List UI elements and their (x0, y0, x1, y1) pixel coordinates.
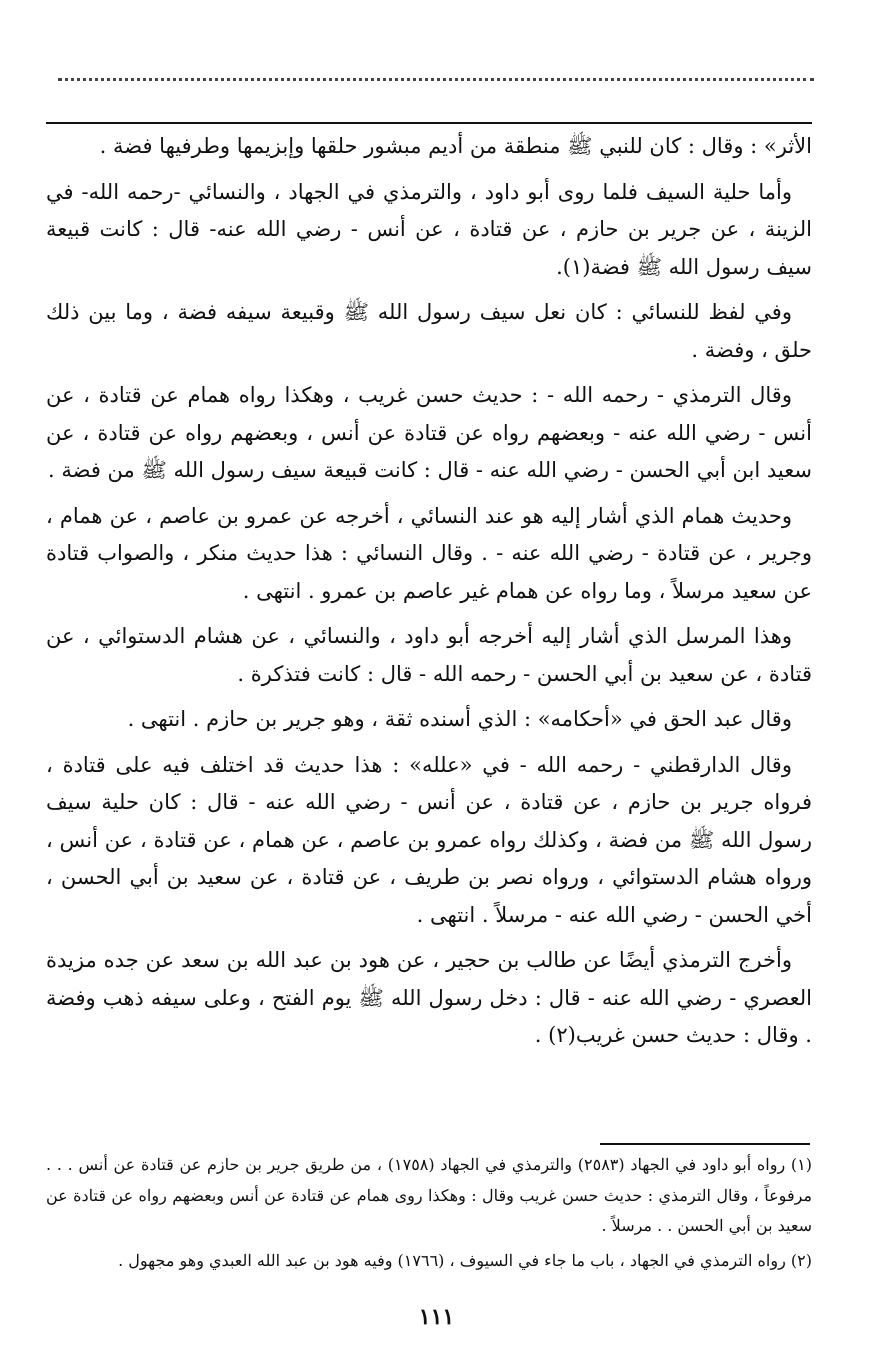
paragraph-3: وفي لفظ للنسائي : كان نعل سيف رسول الله ﷺ وقبيعة سيفه فضة ، وما بين ذلك حلق ، وفضة . (46, 300, 812, 362)
paragraph-7: وقال عبد الحق في «أحكامه» : الذي أسنده ثقة ، وهو جرير بن حازم . انتهى . (127, 707, 792, 731)
paragraph-8: وقال الدارقطني - رحمه الله - في «علله» : هذا حديث قد اختلف فيه على قتادة ، فرواه جرير بن حازم ، عن قتادة ، عن أنس - رضي الله عنه - قال : كان حلية سيف رسول الله ﷺ من فضة ، وكذلك رواه عمرو بن عاصم ، عن همام ، عن قتادة ، عن أنس ، ورواه هشام الدستوائي ، ورواه نصر بن طريف ، عن قتادة ، عن سعيد بن أبي الحسن ، أخي الحسن - رضي الله عنه - مرسلاً . انتهى . (46, 752, 812, 927)
paragraph-2: وأما حلية السيف فلما روى أبو داود ، والترمذي في الجهاد ، والنسائي -رحمه الله- في الزينة ، عن جرير بن حازم ، عن قتادة ، عن أنس - رضي الله عنه- قال : كانت قبيعة سيف رسول الله ﷺ فضة(١). (46, 179, 812, 279)
footnote-rule (600, 1143, 810, 1145)
page-number: ١١١ (418, 1304, 455, 1330)
paragraph-1: الأثر» : وقال : كان للنبي ﷺ منطقة من أديم مبشور حلقها وإبزيمها وطرفيها فضة . (99, 134, 812, 158)
paragraph-4: وقال الترمذي - رحمه الله - : حديث حسن غريب ، وهكذا رواه همام عن قتادة ، عن أنس - رضي الله عنه - وبعضهم رواه عن قتادة عن أنس ، وبعضهم رواه عن قتادة ، عن سعيد ابن أبي الحسن - رضي الله عنه - قال : كانت قبيعة سيف رسول الله ﷺ من فضة . (46, 383, 812, 482)
paragraph-9: وأخرج الترمذي أيضًا عن طالب بن حجير ، عن هود بن عبد الله بن سعد عن جده مزيدة العصري - رضي الله عنه - قال : دخل رسول الله ﷺ يوم الفتح ، وعلى سيفه ذهب وفضة . وقال : حديث حسن غريب(٢) . (46, 948, 812, 1047)
footnotes (46, 1150, 812, 1280)
footnote-1: (١) رواه أبو داود في الجهاد (٢٥٨٣) والترمذي في الجهاد (١٧٥٨) ، من طريق جرير بن حازم عن قتادة عن أنس . . . مرفوعاً ، وقال الترمذي : حديث حسن غريب وقال : وهكذا روى همام عن قتادة عن أنس وبعضهم رواه عن قتادة عن سعيد بن أبي الحسن . . مرسلاً . (46, 1155, 813, 1235)
footnote-2: (٢) رواه الترمذي في الجهاد ، باب ما جاء في السيوف ، (١٧٦٦) وفيه هود بن عبد الله العبدي وهو مجهول . (118, 1250, 812, 1270)
paragraph-6: وهذا المرسل الذي أشار إليه أخرجه أبو داود ، والنسائي ، عن هشام الدستوائي ، عن قتادة ، عن سعيد بن أبي الحسن - رحمه الله - قال : كانت فتذكرة . (46, 624, 812, 686)
dotted-header-line (58, 78, 814, 95)
paragraph-5: وحديث همام الذي أشار إليه هو عند النسائي ، أخرجه عن عمرو بن عاصم ، عن همام ، وجرير ، عن قتادة - رضي الله عنه - . وقال النسائي : هذا حديث منكر ، والصواب قتادة عن سعيد مرسلاً ، وما رواه عن همام غير عاصم بن عمرو . انتهى . (46, 503, 812, 603)
main-text (46, 128, 812, 1063)
top-rule (46, 122, 812, 124)
